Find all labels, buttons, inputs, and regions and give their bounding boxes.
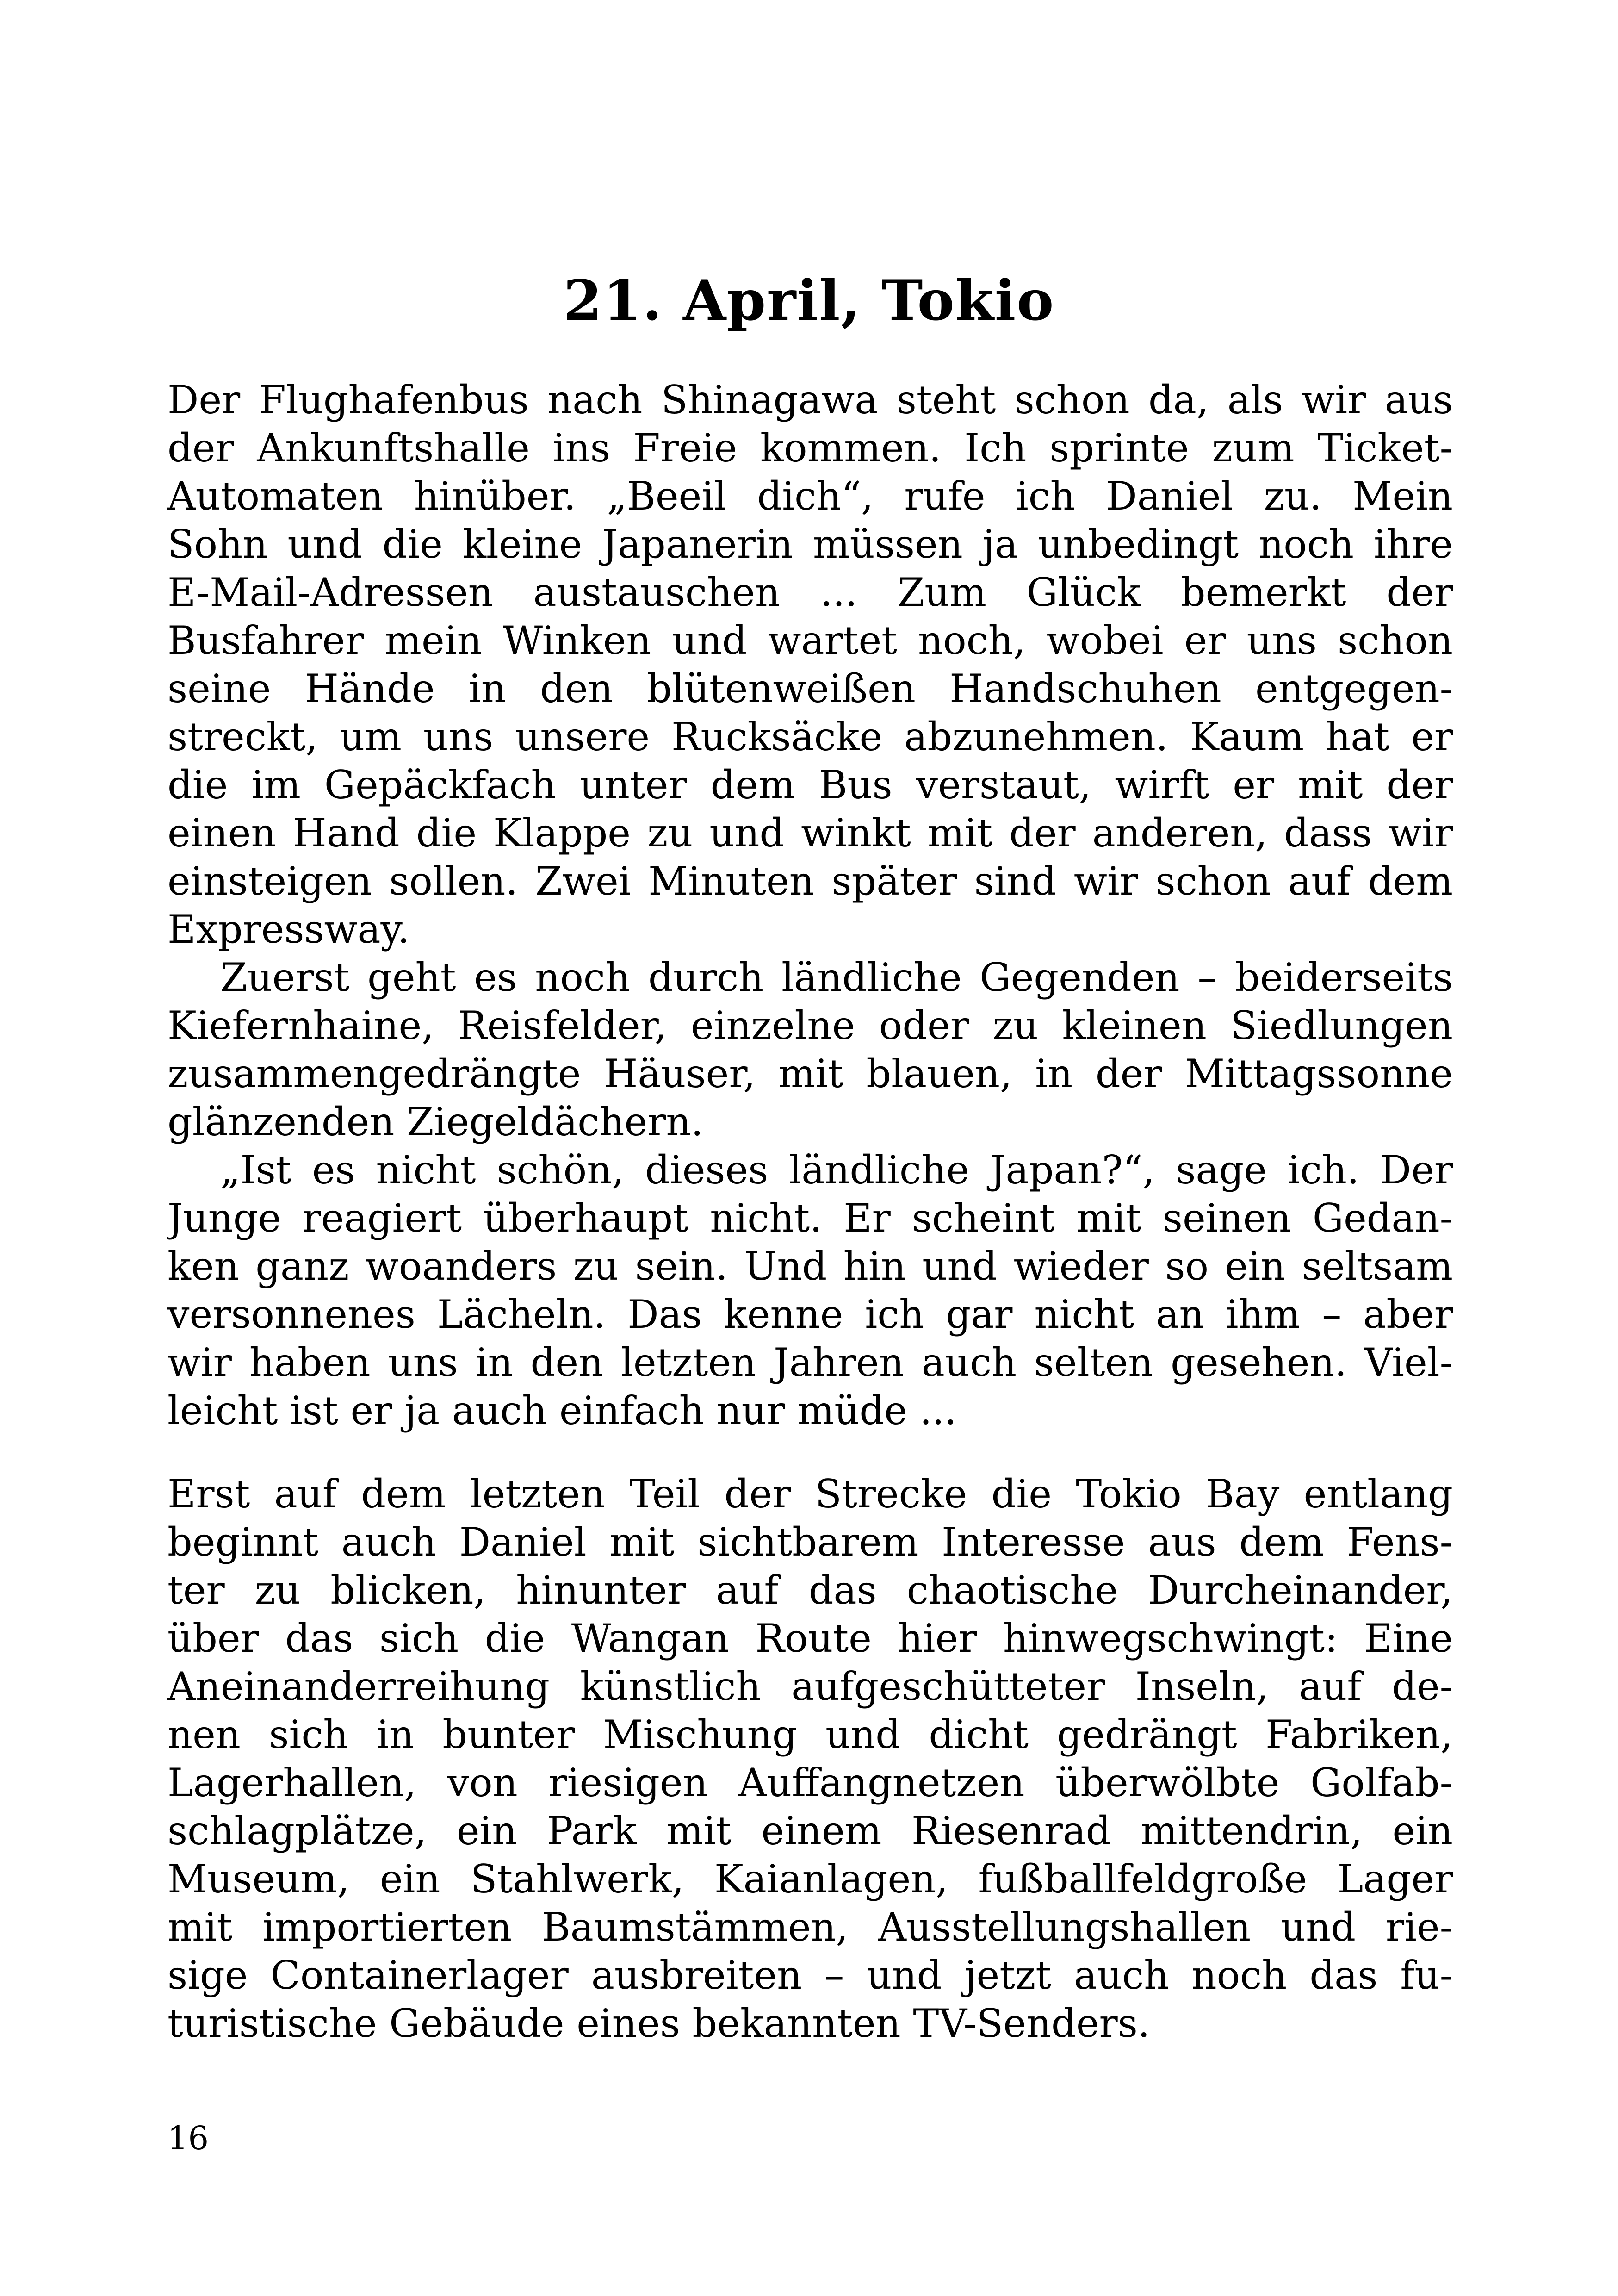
text-line: Junge reagiert überhaupt nicht. Er scheint mit seinen Gedan-	[167, 1195, 1453, 1241]
text-line: Aneinanderreihung künstlich aufgeschütteter Inseln, auf de-	[167, 1664, 1453, 1709]
text-line: Kiefernhaine, Reisfelder, einzelne oder zu kleinen Siedlungen	[167, 1003, 1453, 1048]
text-line: schlagplätze, ein Park mit einem Riesenrad mittendrin, ein	[167, 1808, 1453, 1854]
text-line: seine Hände in den blütenweißen Handschuhen entgegen-	[167, 666, 1453, 711]
text-line: versonnenes Lächeln. Das kenne ich gar nicht an ihm – aber	[167, 1292, 1453, 1337]
text-line: einen Hand die Klappe zu und winkt mit der anderen, dass wir	[167, 810, 1453, 856]
text-line: beginnt auch Daniel mit sichtbarem Interesse aus dem Fens-	[167, 1519, 1453, 1565]
text-line: E-Mail-Adressen austauschen ... Zum Glück bemerkt der	[167, 570, 1453, 615]
text-line: der Ankunftshalle ins Freie kommen. Ich sprinte zum Ticket-	[167, 425, 1453, 471]
text-line: die im Gepäckfach unter dem Bus verstaut, wirft er mit der	[167, 762, 1453, 808]
text-line: einsteigen sollen. Zwei Minuten später sind wir schon auf dem	[167, 859, 1453, 904]
text-line: ken ganz woanders zu sein. Und hin und wieder so ein seltsam	[167, 1244, 1453, 1289]
text-line: turistische Gebäude eines bekannten TV-Senders.	[167, 2001, 1150, 2046]
text-line: Erst auf dem letzten Teil der Strecke die Tokio Bay entlang	[167, 1471, 1453, 1517]
text-line: „Ist es nicht schön, dieses ländliche Japan?“, sage ich. Der	[220, 1147, 1453, 1193]
text-line: ter zu blicken, hinunter auf das chaotische Durcheinander,	[167, 1568, 1453, 1613]
text-line: Expressway.	[167, 907, 410, 952]
paragraph-block-2	[167, 1470, 1453, 2047]
text-line: nen sich in bunter Mischung und dicht gedrängt Fabriken,	[167, 1712, 1453, 1757]
text-line: sige Containerlager ausbreiten – und jetzt auch noch das fu-	[167, 1953, 1453, 1998]
text-line: leicht ist er ja auch einfach nur müde ...	[167, 1388, 957, 1433]
paragraph-block-1	[167, 376, 1453, 1435]
text-line: streckt, um uns unsere Rucksäcke abzunehmen. Kaum hat er	[167, 714, 1453, 759]
text-line: Lagerhallen, von riesigen Auffangnetzen überwölbte Golfab-	[167, 1760, 1453, 1805]
text-line: glänzenden Ziegeldächern.	[167, 1099, 704, 1145]
text-line: Museum, ein Stahlwerk, Kaianlagen, fußballfeldgroße Lager	[167, 1856, 1453, 1902]
text-line: wir haben uns in den letzten Jahren auch selten gesehen. Viel-	[167, 1340, 1453, 1385]
text-line: Der Flughafenbus nach Shinagawa steht schon da, als wir aus	[167, 377, 1453, 423]
text-line: mit importierten Baumstämmen, Ausstellungshallen und rie-	[167, 1904, 1453, 1950]
text-line: zusammengedrängte Häuser, mit blauen, in der Mittagssonne	[167, 1051, 1453, 1096]
text-line: Busfahrer mein Winken und wartet noch, wobei er uns schon	[167, 618, 1453, 663]
text-line: Zuerst geht es noch durch ländliche Gegenden – beiderseits	[220, 955, 1453, 1000]
text-line: Automaten hinüber. „Beeil dich“, rufe ich Daniel zu. Mein	[167, 473, 1453, 519]
text-line: über das sich die Wangan Route hier hinwegschwingt: Eine	[167, 1616, 1453, 1661]
page-number: 16	[167, 2119, 209, 2157]
chapter-title: 21. April, Tokio	[563, 268, 1055, 333]
text-line: Sohn und die kleine Japanerin müssen ja unbedingt noch ihre	[167, 522, 1453, 567]
